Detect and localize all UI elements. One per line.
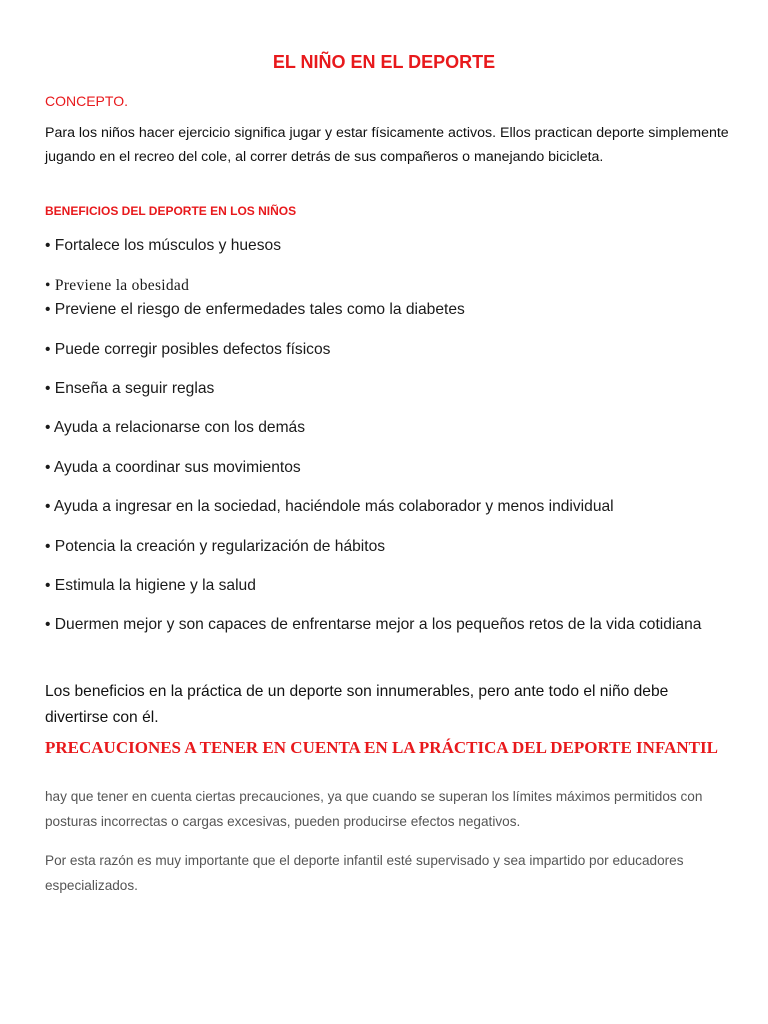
conclusion-paragraph: Los beneficios en la práctica de un deporte son innumerables, pero ante todo el niño debe divertirse con él.: [45, 683, 669, 726]
benefit-item: • Ayuda a coordinar sus movimientos: [45, 459, 301, 476]
benefit-item: • Enseña a seguir reglas: [45, 380, 215, 397]
benefit-item: • Duermen mejor y son capaces de enfrentarse mejor a los pequeños retos de la vida cotidiana: [45, 616, 702, 633]
benefit-item: • Ayuda a relacionarse con los demás: [45, 419, 306, 436]
precautions-heading: PRECAUCIONES A TENER EN CUENTA EN LA PRÁCTICA DEL DEPORTE INFANTIL: [45, 738, 718, 757]
precautions-paragraph: hay que tener en cuenta ciertas precauciones, ya que cuando se superan los límites máximos permitidos con posturas incorrectas o cargas excesivas, pueden producirse efectos negativos.: [45, 789, 703, 829]
benefit-item: • Previene la obesidad: [45, 277, 190, 294]
benefit-item: • Potencia la creación y regularización de hábitos: [45, 538, 386, 555]
page-title: EL NIÑO EN EL DEPORTE: [272, 52, 496, 72]
benefits-heading: BENEFICIOS DEL DEPORTE EN LOS NIÑOS: [45, 204, 297, 218]
concepto-heading: CONCEPTO.: [45, 93, 128, 109]
benefit-item: • Estimula la higiene y la salud: [45, 577, 256, 594]
benefit-item: • Puede corregir posibles defectos físicos: [45, 341, 331, 358]
intro-paragraph: Para los niños hacer ejercicio significa jugar y estar físicamente activos. Ellos practican deporte simplemente jugando en el recreo del cole, al correr detrás de sus compañeros o manejando bicicleta.: [45, 125, 729, 165]
precautions-paragraph: Por esta razón es muy importante que el deporte infantil esté supervisado y sea impartido por educadores especializados.: [45, 853, 684, 893]
benefit-item: • Previene el riesgo de enfermedades tales como la diabetes: [45, 301, 465, 318]
benefit-item: • Fortalece los músculos y huesos: [45, 237, 282, 254]
benefit-item: • Ayuda a ingresar en la sociedad, haciéndole más colaborador y menos individual: [45, 498, 614, 515]
